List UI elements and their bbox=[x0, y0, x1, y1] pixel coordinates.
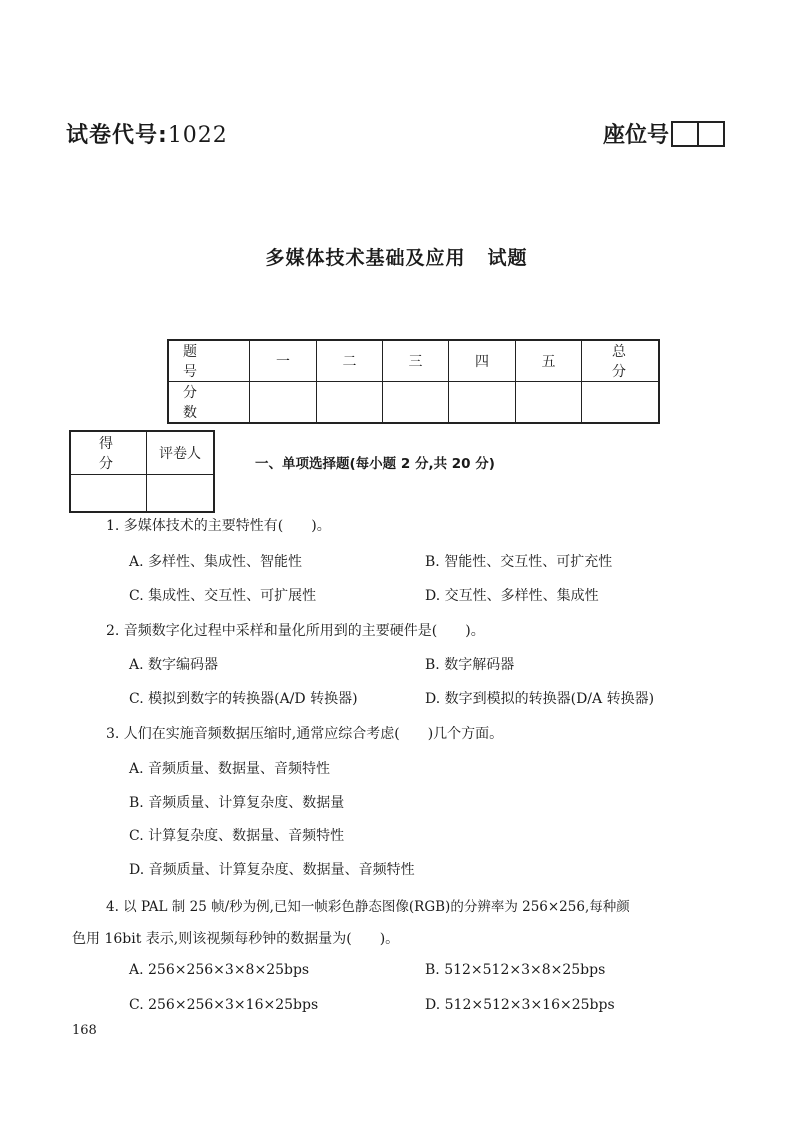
seat-box bbox=[697, 123, 723, 145]
grader-name-cell bbox=[147, 475, 215, 513]
score-cell bbox=[582, 382, 660, 424]
page-number: 168 bbox=[72, 1023, 97, 1038]
question-1: 1. 多媒体技术的主要特性有( )。 bbox=[106, 518, 331, 534]
q2-option-b: B. 数字解码器 bbox=[425, 657, 515, 673]
q1-option-a: A. 多样性、集成性、智能性 bbox=[129, 554, 303, 570]
question-4-line-2: 色用 16bit 表示,则该视频每秒钟的数据量为( )。 bbox=[72, 931, 400, 947]
score-cell bbox=[250, 382, 317, 424]
exam-title bbox=[0, 243, 793, 270]
q3-option-c: C. 计算复杂度、数据量、音频特性 bbox=[129, 828, 345, 844]
question-number-label: 题 号 bbox=[168, 340, 250, 382]
paper-code-label: 试卷代号: bbox=[66, 123, 168, 148]
seat-boxes bbox=[671, 121, 725, 147]
q1-option-b: B. 智能性、交互性、可扩充性 bbox=[425, 554, 613, 570]
q4-option-b: B. 512×512×3×8×25bps bbox=[425, 962, 606, 978]
score-table-header-row bbox=[168, 340, 659, 382]
q2-option-a: A. 数字编码器 bbox=[129, 657, 219, 673]
exam-title-main: 多媒体技术基础及应用 bbox=[265, 247, 466, 269]
q1-option-d: D. 交互性、多样性、集成性 bbox=[425, 588, 599, 604]
score-table-score-row bbox=[168, 382, 659, 424]
exam-title-suffix: 试题 bbox=[487, 247, 528, 269]
q4-option-d: D. 512×512×3×16×25bps bbox=[425, 997, 615, 1013]
score-label: 分 数 bbox=[168, 382, 250, 424]
question-2: 2. 音频数字化过程中采样和量化所用到的主要硬件是( )。 bbox=[106, 623, 485, 639]
q1-option-c: C. 集成性、交互性、可扩展性 bbox=[129, 588, 317, 604]
q4-option-a: A. 256×256×3×8×25bps bbox=[129, 962, 310, 978]
paper-code-value: 1022 bbox=[167, 123, 228, 148]
col-4: 四 bbox=[449, 340, 516, 382]
col-total: 总 分 bbox=[582, 340, 660, 382]
score-cell bbox=[317, 382, 383, 424]
q2-option-c: C. 模拟到数字的转换器(A/D 转换器) bbox=[129, 691, 358, 707]
seat-label: 座位号 bbox=[603, 123, 670, 148]
paper-code bbox=[66, 118, 228, 149]
score-cell bbox=[449, 382, 516, 424]
score-table bbox=[167, 339, 660, 424]
section-title: 一、单项选择题(每小题 2 分,共 20 分) bbox=[255, 456, 495, 472]
grader-table bbox=[69, 430, 215, 513]
col-1: 一 bbox=[250, 340, 317, 382]
seat-box bbox=[673, 123, 697, 145]
question-4-line-1: 4. 以 PAL 制 25 帧/秒为例,已知一帧彩色静态图像(RGB)的分辨率为 256×256,每种颜 bbox=[106, 899, 630, 915]
score-cell bbox=[516, 382, 582, 424]
q4-option-c: C. 256×256×3×16×25bps bbox=[129, 997, 319, 1013]
grader-score-cell bbox=[70, 475, 147, 513]
question-3: 3. 人们在实施音频数据压缩时,通常应综合考虑( )几个方面。 bbox=[106, 726, 504, 742]
grader-header: 评卷人 bbox=[147, 431, 215, 475]
seat-number bbox=[603, 118, 725, 149]
q3-option-b: B. 音频质量、计算复杂度、数据量 bbox=[129, 795, 345, 811]
q3-option-d: D. 音频质量、计算复杂度、数据量、音频特性 bbox=[129, 862, 415, 878]
q3-option-a: A. 音频质量、数据量、音频特性 bbox=[129, 761, 331, 777]
grader-value-row bbox=[70, 475, 214, 513]
score-cell bbox=[383, 382, 449, 424]
q2-option-d: D. 数字到模拟的转换器(D/A 转换器) bbox=[425, 691, 655, 707]
col-3: 三 bbox=[383, 340, 449, 382]
grader-header-row bbox=[70, 431, 214, 475]
col-2: 二 bbox=[317, 340, 383, 382]
col-5: 五 bbox=[516, 340, 582, 382]
score-header: 得 分 bbox=[70, 431, 147, 475]
